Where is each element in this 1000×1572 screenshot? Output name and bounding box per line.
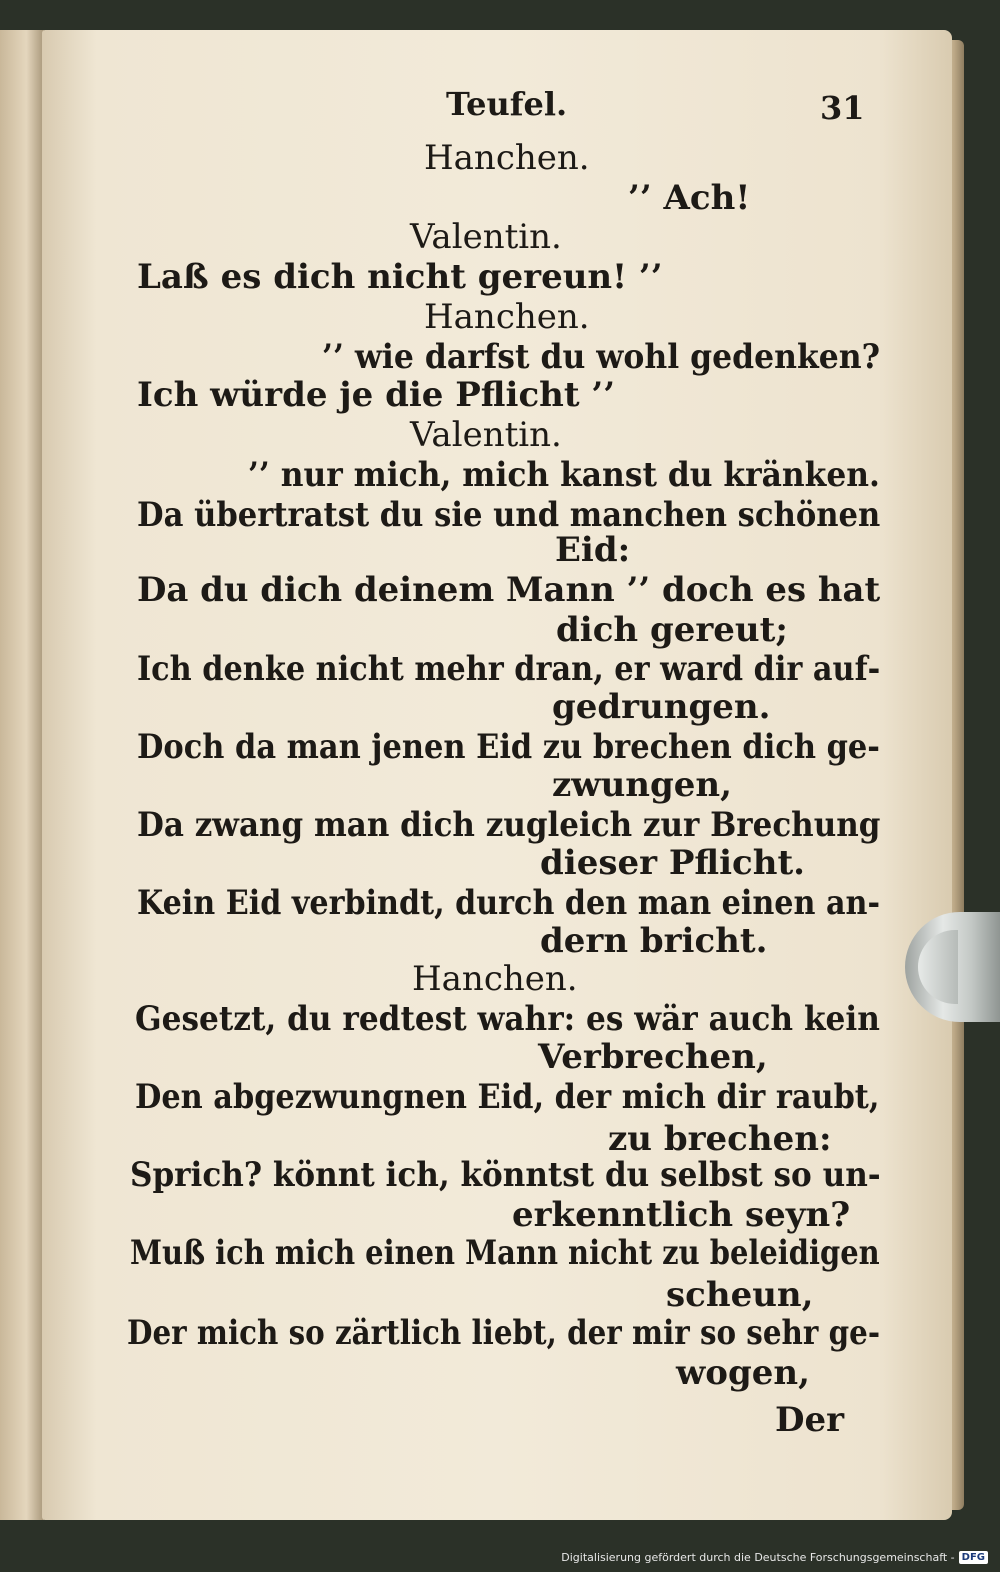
verse-line: zu brechen: xyxy=(608,1119,832,1159)
verse-line: Muß ich mich einen Mann nicht zu beleidigen xyxy=(130,1233,880,1273)
speaker-name: Valentin. xyxy=(410,217,562,257)
verse-line: ’’ Ach! xyxy=(628,178,751,218)
speaker-name: Hanchen. xyxy=(424,138,590,178)
verse-line: Eid: xyxy=(555,530,631,570)
verse-line: wogen, xyxy=(676,1353,810,1393)
verse-line: Da du dich deinem Mann ’’ doch es hat xyxy=(137,570,881,610)
verse-line: dich gereut; xyxy=(556,610,788,650)
verse-line: Der mich so zärtlich liebt, der mir so sehr ge‐ xyxy=(127,1313,881,1353)
speaker-name: Hanchen. xyxy=(412,959,578,999)
facing-page-edge xyxy=(0,30,44,1520)
verse-line: Gesetzt, du redtest wahr: es wär auch kein xyxy=(135,999,880,1039)
verse-line: Ich würde je die Pflicht ’’ xyxy=(137,375,616,415)
verse-line: Kein Eid verbindt, durch den man einen an‐ xyxy=(137,883,881,923)
verse-line: Ich denke nicht mehr dran, er ward dir auf‐ xyxy=(137,649,881,689)
verse-line: Den abgezwungnen Eid, der mich dir raubt, xyxy=(135,1077,880,1117)
speaker-name: Hanchen. xyxy=(424,297,590,337)
verse-line: dieser Pflicht. xyxy=(540,843,806,883)
verse-line: Da zwang man dich zugleich zur Brechung xyxy=(137,805,881,845)
verse-line: Doch da man jenen Eid zu brechen dich ge‐ xyxy=(137,727,880,767)
page-number: 31 xyxy=(820,89,865,127)
verse-line: Laß es dich nicht gereun! ’’ xyxy=(137,257,663,297)
verse-line: Verbrechen, xyxy=(538,1037,768,1077)
credit-text: Digitalisierung gefördert durch die Deutsche Forschungsgemeinschaft ‐ xyxy=(561,1551,955,1564)
speaker-name: Valentin. xyxy=(410,415,562,455)
verse-line: Da übertratst du sie und manchen schönen xyxy=(137,495,881,535)
catchword: Der xyxy=(775,1400,845,1440)
verse-line: scheun, xyxy=(666,1275,814,1315)
digitization-credit xyxy=(561,1551,988,1564)
verse-line: ’’ wie darfst du wohl gedenken? xyxy=(322,337,881,377)
dfg-logo: DFG xyxy=(959,1551,988,1564)
verse-line: gedrungen. xyxy=(552,687,771,727)
verse-line: Sprich? könnt ich, könntst du selbst so un‐ xyxy=(130,1155,881,1195)
verse-line: zwungen, xyxy=(552,765,732,805)
verse-line: ’’ nur mich, mich kanst du kränken. xyxy=(248,455,880,495)
running-title: Teufel. xyxy=(446,85,568,123)
verse-line: erkenntlich seyn? xyxy=(512,1195,851,1235)
verse-line: dern bricht. xyxy=(540,921,768,961)
